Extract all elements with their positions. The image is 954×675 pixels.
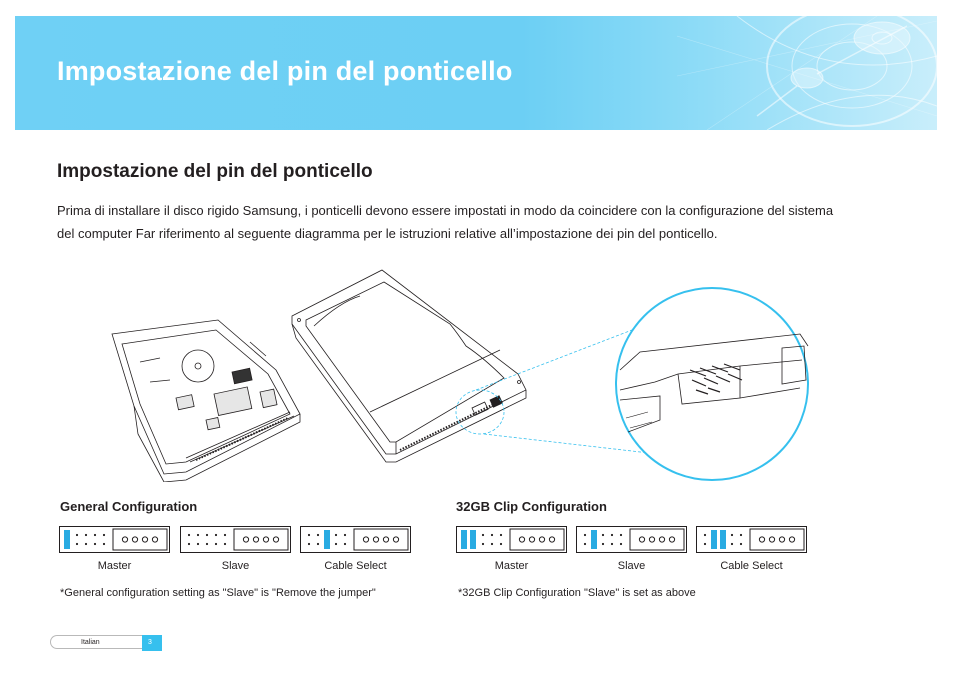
label-cable-select-general: Cable Select bbox=[324, 560, 387, 572]
cover-drive-illustration bbox=[292, 270, 526, 462]
label-slave-clip32: Slave bbox=[617, 560, 646, 572]
page-title: Impostazione del pin del ponticello bbox=[57, 56, 513, 86]
general-note: *General configuration setting as "Slave" is "Remove the jumper" bbox=[60, 587, 376, 599]
label-slave-general: Slave bbox=[221, 560, 250, 572]
jumper-master-general bbox=[59, 526, 170, 553]
jumper-closeup bbox=[616, 288, 808, 480]
jumper-cable-select-general bbox=[300, 526, 411, 553]
page-footer bbox=[50, 635, 160, 649]
page-number: 3 bbox=[142, 635, 162, 651]
intro-line-2: del computer Far riferimento al seguente diagramma per le istruzioni relative all’impostazione dei pin del ponticello. bbox=[57, 226, 718, 241]
label-cable-select-clip32: Cable Select bbox=[720, 560, 783, 572]
intro-line-1: Prima di installare il disco rigido Samsung, i ponticelli devono essere impostati in modo da coincidere con la configurazione del sistema bbox=[57, 203, 834, 218]
jumper-master-clip32 bbox=[456, 526, 567, 553]
clip32-config-title: 32GB Clip Configuration bbox=[456, 499, 607, 514]
header-banner bbox=[15, 16, 937, 130]
label-master-clip32: Master bbox=[494, 560, 529, 572]
label-master-general: Master bbox=[97, 560, 132, 572]
jumper-cable-select-clip32 bbox=[696, 526, 807, 553]
general-config-title: General Configuration bbox=[60, 499, 198, 514]
hard-disk-illustration bbox=[677, 16, 937, 130]
section-title: Impostazione del pin del ponticello bbox=[57, 161, 373, 182]
clip32-note: *32GB Clip Configuration "Slave" is set as above bbox=[458, 587, 696, 599]
intro-paragraph bbox=[57, 199, 897, 245]
pcb-drive-illustration bbox=[112, 320, 300, 482]
footer-language: Italian bbox=[50, 635, 142, 649]
jumper-slave-general bbox=[180, 526, 291, 553]
hard-drive-diagram bbox=[100, 262, 820, 482]
jumper-slave-clip32 bbox=[576, 526, 687, 553]
